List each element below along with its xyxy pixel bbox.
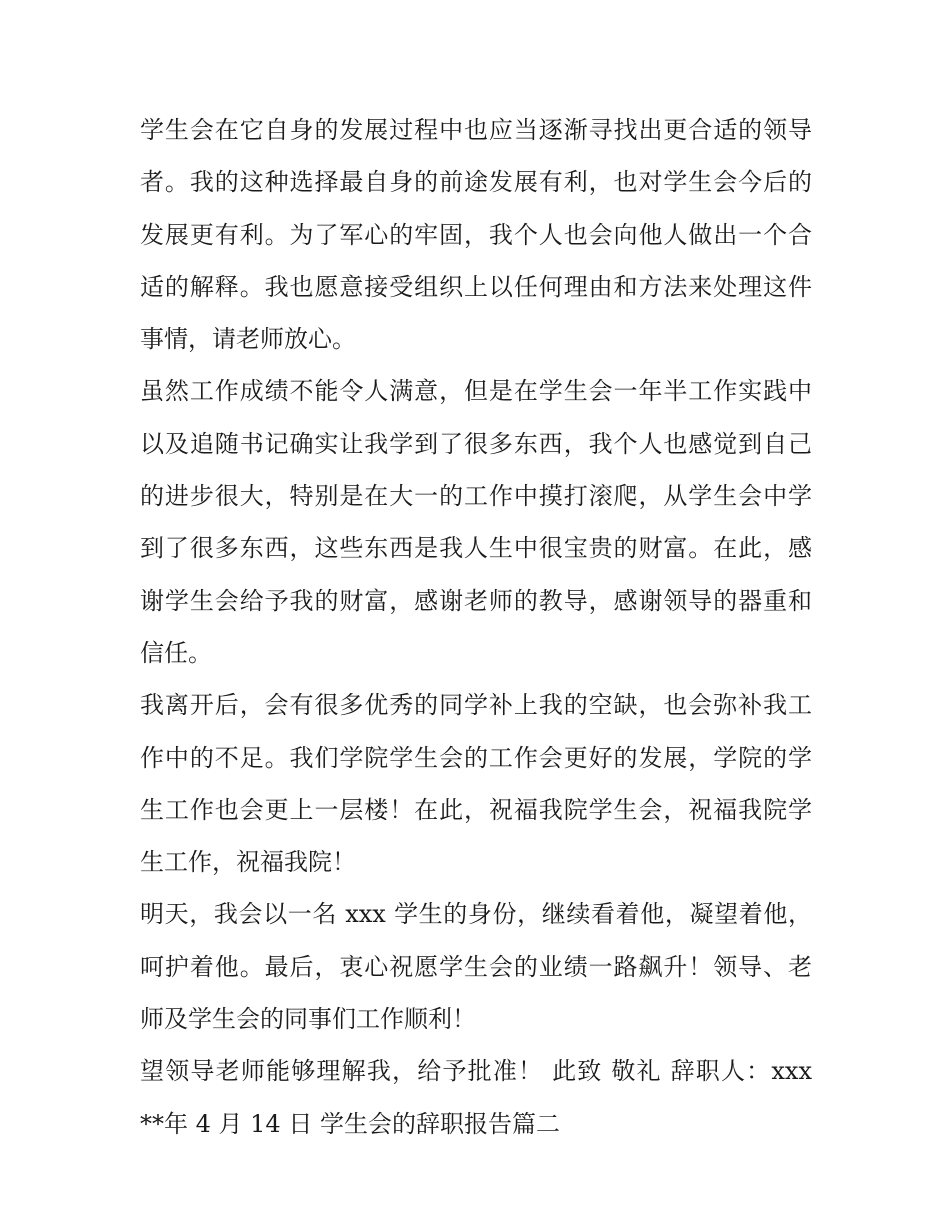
text-line: 信任。 [140,638,212,667]
text-line: **年 4 月 14 日 学生会的辞职报告篇二 [140,1109,560,1138]
text-line: 师及学生会的同事们工作顺利！ [140,1005,476,1034]
text-line: 者。我的这种选择最自身的前途发展有利，也对学生会今后的 [140,168,812,197]
text-line: 生工作也会更上一层楼！在此，祝福我院学生会，祝福我院学 [140,795,812,824]
text-line: 学生会在它自身的发展过程中也应当逐渐寻找出更合适的领导 [140,116,812,144]
text-line: 望领导老师能够理解我，给予批准！ 此致 敬礼 辞职人：xxx [140,1057,812,1086]
text-line: 呵护着他。最后，衷心祝愿学生会的业绩一路飙升！领导、老 [140,952,812,981]
text-line: 事情，请老师放心。 [140,325,356,354]
text-line: 虽然工作成绩不能令人满意，但是在学生会一年半工作实践中 [140,377,812,406]
text-line: 适的解释。我也愿意接受组织上以任何理由和方法来处理这件 [140,272,812,301]
text-line: 谢学生会给予我的财富，感谢老师的教导，感谢领导的器重和 [140,586,812,615]
text-line: 以及追随书记确实让我学到了很多东西，我个人也感觉到自己 [140,429,812,458]
text-line: 我离开后，会有很多优秀的同学补上我的空缺，也会弥补我工 [140,691,812,720]
text-line: 生工作，祝福我院！ [140,848,356,877]
text-line: 的进步很大，特别是在大一的工作中摸打滚爬，从学生会中学 [140,482,812,511]
text-line: 发展更有利。为了军心的牢固，我个人也会向他人做出一个合 [140,220,812,249]
document-body [140,104,812,1150]
text-line: 明天，我会以一名 xxx 学生的身份，继续看着他，凝望着他， [140,900,812,929]
text-line: 作中的不足。我们学院学生会的工作会更好的发展，学院的学 [140,743,812,772]
text-line: 到了很多东西，这些东西是我人生中很宝贵的财富。在此，感 [140,534,812,563]
